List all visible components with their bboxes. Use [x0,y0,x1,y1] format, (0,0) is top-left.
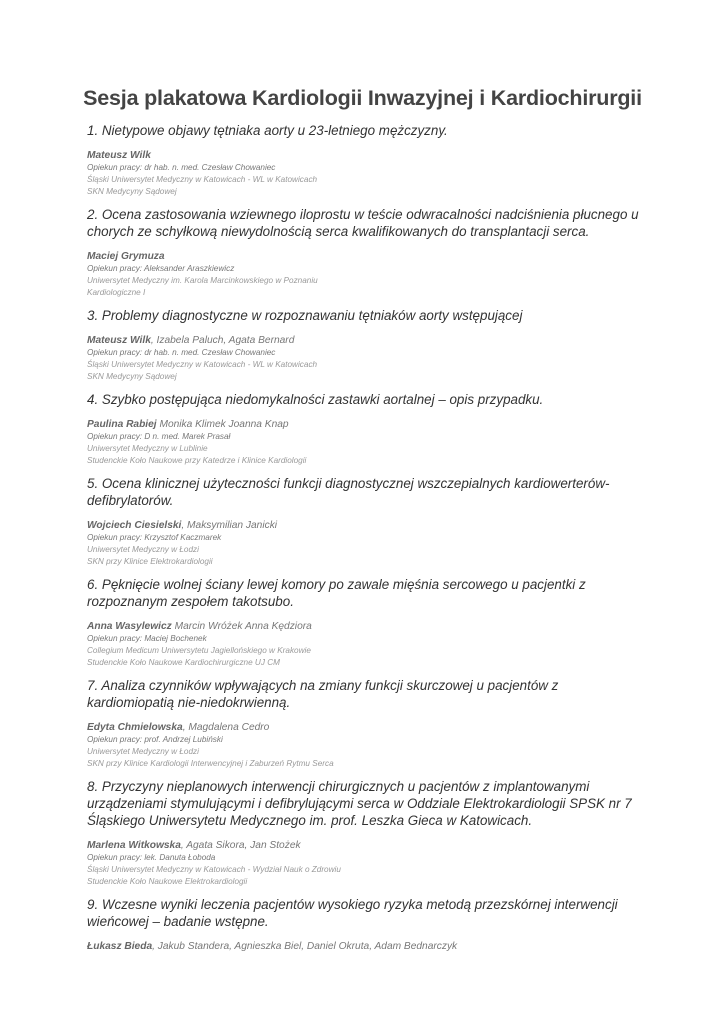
student-circle: Studenckie Koło Naukowe przy Katedrze i Klinice Kardiologii [87,456,307,465]
student-circle: SKN przy Klinice Elektrokardiologii [87,557,213,566]
lead-author: Marlena Witkowska [87,840,181,851]
abstract-entry-3 [87,307,647,383]
lead-author: Edyta Chmielowska [87,722,183,733]
lead-author: Mateusz Wilk [87,150,151,161]
abstract-title: 1. Nietypowe objawy tętniaka aorty u 23-letniego mężczyzny. [87,123,448,138]
supervisor: Opiekun pracy: Maciej Bochenek [87,634,207,643]
abstract-entry-6 [87,576,647,669]
abstract-title: 9. Wczesne wyniki leczenia pacjentów wysokiego ryzyka metodą przezskórnej interwencji wieńcowej – badanie wstępne. [87,897,618,929]
abstract-entry-8 [87,778,647,888]
university: Uniwersytet Medyczny im. Karola Marcinkowskiego w Poznaniu [87,276,318,285]
university: Śląski Uniwersytet Medyczny w Katowicach - WL w Katowicach [87,175,318,184]
student-circle: SKN Medycyny Sądowej [87,372,177,381]
university: Collegium Medicum Uniwersytetu Jagiellońskiego w Krakowie [87,646,311,655]
lead-author: Mateusz Wilk [87,335,151,346]
abstract-title: 5. Ocena klinicznej użyteczności funkcji diagnostycznej wszczepialnych kardiowerterów-defibrylatorów. [87,476,610,508]
author-line [87,940,647,953]
student-circle: Studenckie Koło Naukowe Kardiochirurgiczne UJ CM [87,658,280,667]
author-line [87,334,647,347]
student-circle: Kardiologiczne I [87,288,146,297]
abstract-entry-4 [87,391,647,467]
university: Śląski Uniwersytet Medyczny w Katowicach - WL w Katowicach [87,360,318,369]
co-authors: Marcin Wróżek Anna Kędziora [171,621,312,632]
author-line [87,620,647,633]
student-circle: Studenckie Koło Naukowe Elektrokardiologii [87,877,248,886]
abstract-title: 3. Problemy diagnostyczne w rozpoznawaniu tętniaków aorty wstępującej [87,308,523,323]
supervisor: Opiekun pracy: Aleksander Araszkiewicz [87,264,235,273]
abstract-title: 6. Pęknięcie wolnej ściany lewej komory po zawale mięśnia sercowego u pacjentki z rozpoznanym zespołem takotsubo. [87,577,586,609]
co-authors: , Izabela Paluch, Agata Bernard [150,335,295,346]
abstract-entry-9 [87,896,647,953]
abstract-title: 2. Ocena zastosowania wziewnego iloprostu w teście odwracalności nadciśnienia płucnego u chorych ze schyłkową niewydolnością serca kwalifikowanych do transplantacji serca. [87,207,639,239]
supervisor: Opiekun pracy: D n. med. Marek Prasał [87,432,231,441]
page-title: Sesja plakatowa Kardiologii Inwazyjnej i Kardiochirurgii [83,86,642,110]
lead-author: Maciej Grymuza [87,251,165,262]
abstract-title: 7. Analiza czynników wpływających na zmiany funkcji skurczowej u pacjentów z kardiomiopatią nie-niedokrwienną. [87,678,559,710]
lead-author: Łukasz Bieda [87,941,153,952]
author-line [87,418,647,431]
supervisor: Opiekun pracy: Krzysztof Kaczmarek [87,533,222,542]
author-line [87,149,647,162]
supervisor: Opiekun pracy: prof. Andrzej Lubiński [87,735,223,744]
lead-author: Anna Wasylewicz [87,621,172,632]
co-authors: , Maksymilian Janicki [181,520,278,531]
supervisor: Opiekun pracy: dr hab. n. med. Czesław Chowaniec [87,163,276,172]
lead-author: Wojciech Ciesielski [87,520,182,531]
abstract-entry-7 [87,677,647,770]
abstract-entry-5 [87,475,647,568]
co-authors: , Agata Sikora, Jan Stożek [180,840,301,851]
author-line [87,839,647,852]
abstract-title: 8. Przyczyny nieplanowych interwencji chirurgicznych u pacjentów z implantowanymi urządzeniami stymulującymi i defibrylującymi serca w Oddziale Elektrokardiologii SPSK nr 7 Śląskiego Uniwersytetu Medycznego im. prof. Leszka Gieca w Katowicach. [87,779,632,828]
abstract-list [87,122,647,961]
abstract-entry-2 [87,206,647,299]
supervisor: Opiekun pracy: dr hab. n. med. Czesław Chowaniec [87,348,276,357]
university: Śląski Uniwersytet Medyczny w Katowicach - Wydział Nauk o Zdrowiu [87,865,341,874]
university: Uniwersytet Medyczny w Łodzi [87,747,199,756]
co-authors: , Magdalena Cedro [182,722,270,733]
abstract-title: 4. Szybko postępująca niedomykalności zastawki aortalnej – opis przypadku. [87,392,544,407]
student-circle: SKN przy Klinice Kardiologii Interwencyjnej i Zaburzeń Rytmu Serca [87,759,334,768]
university: Uniwersytet Medyczny w Łodzi [87,545,199,554]
supervisor: Opiekun pracy: lek. Danuta Łoboda [87,853,216,862]
author-line [87,519,647,532]
university: Uniwersytet Medyczny w Lublinie [87,444,208,453]
co-authors: Monika Klimek Joanna Knap [156,419,289,430]
student-circle: SKN Medycyny Sądowej [87,187,177,196]
author-line [87,721,647,734]
lead-author: Paulina Rabiej [87,419,157,430]
co-authors: , Jakub Standera, Agnieszka Biel, Daniel Okruta, Adam Bednarczyk [152,941,458,952]
author-line [87,250,647,263]
abstract-entry-1 [87,122,647,198]
